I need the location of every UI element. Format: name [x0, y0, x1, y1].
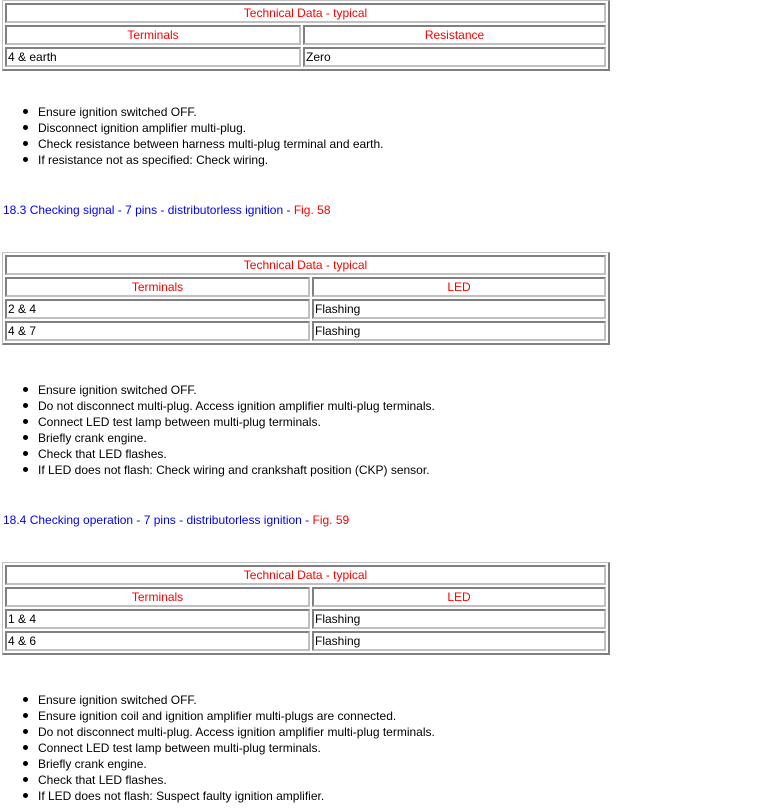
table-row — [5, 609, 606, 629]
bullet-icon — [23, 793, 28, 798]
cell-terminals: 2 & 4 — [5, 299, 310, 319]
list-item: Check that LED flashes. — [38, 772, 435, 788]
table-title: Technical Data - typical — [5, 255, 606, 275]
bullet-icon — [23, 467, 28, 472]
list-item: Ensure ignition switched OFF. — [38, 382, 435, 398]
procedure-steps-resistance — [0, 104, 384, 168]
cell-led: Flashing — [312, 609, 606, 629]
bullet-icon — [23, 403, 28, 408]
bullet-icon — [23, 125, 28, 130]
list-item: If LED does not flash: Check wiring and crankshaft position (CKP) sensor. — [38, 462, 435, 478]
table-row — [5, 631, 606, 651]
bullet-icon — [23, 141, 28, 146]
cell-terminals: 4 & 6 — [5, 631, 310, 651]
table-header-row — [5, 587, 606, 607]
list-item: If resistance not as specified: Check wiring. — [38, 152, 384, 168]
procedure-steps-signal — [0, 382, 435, 478]
list-item: Check resistance between harness multi-plug terminal and earth. — [38, 136, 384, 152]
cell-terminals: 4 & earth — [5, 47, 301, 67]
bullet-icon — [23, 451, 28, 456]
bullet-icon — [23, 761, 28, 766]
cell-led: Flashing — [312, 321, 606, 341]
list-item: Connect LED test lamp between multi-plug terminals. — [38, 740, 435, 756]
column-header-led: LED — [312, 587, 606, 607]
column-header-resistance: Resistance — [303, 25, 606, 45]
section-heading-18-4 — [3, 512, 349, 528]
column-header-led: LED — [312, 277, 606, 297]
cell-resistance: Zero — [303, 47, 606, 67]
figure-link[interactable]: Fig. 58 — [293, 203, 331, 217]
table-title: Technical Data - typical — [5, 565, 606, 585]
section-title: 18.3 Checking signal - 7 pins - distributorless ignition - — [3, 203, 294, 217]
list-item: Ensure ignition switched OFF. — [38, 692, 435, 708]
bullet-icon — [23, 387, 28, 392]
list-item: Ensure ignition switched OFF. — [38, 104, 384, 120]
list-item: Disconnect ignition amplifier multi-plug. — [38, 120, 384, 136]
table-header-row — [5, 277, 606, 297]
table-row — [5, 321, 606, 341]
table-title-row — [5, 565, 606, 585]
cell-terminals: 1 & 4 — [5, 609, 310, 629]
table-title-row — [5, 255, 606, 275]
column-header-terminals: Terminals — [5, 277, 310, 297]
list-item: Do not disconnect multi-plug. Access ignition amplifier multi-plug terminals. — [38, 398, 435, 414]
bullet-icon — [23, 729, 28, 734]
section-title: 18.4 Checking operation - 7 pins - distributorless ignition - — [3, 513, 313, 527]
table-row — [5, 47, 606, 67]
column-header-terminals: Terminals — [5, 25, 301, 45]
technical-data-table-operation — [2, 562, 610, 655]
bullet-icon — [23, 713, 28, 718]
table-title: Technical Data - typical — [5, 3, 606, 23]
technical-data-table-resistance — [2, 0, 610, 71]
procedure-steps-operation — [0, 692, 435, 804]
table-header-row — [5, 25, 606, 45]
bullet-icon — [23, 777, 28, 782]
list-item: Do not disconnect multi-plug. Access ignition amplifier multi-plug terminals. — [38, 724, 435, 740]
figure-link[interactable]: Fig. 59 — [312, 513, 350, 527]
technical-data-table-signal — [2, 252, 610, 345]
bullet-icon — [23, 109, 28, 114]
table-row — [5, 299, 606, 319]
list-item: Ensure ignition coil and ignition amplifier multi-plugs are connected. — [38, 708, 435, 724]
cell-led: Flashing — [312, 299, 606, 319]
column-header-terminals: Terminals — [5, 587, 310, 607]
list-item: If LED does not flash: Suspect faulty ignition amplifier. — [38, 788, 435, 804]
bullet-icon — [23, 697, 28, 702]
cell-led: Flashing — [312, 631, 606, 651]
list-item: Connect LED test lamp between multi-plug terminals. — [38, 414, 435, 430]
bullet-icon — [23, 419, 28, 424]
cell-terminals: 4 & 7 — [5, 321, 310, 341]
list-item: Check that LED flashes. — [38, 446, 435, 462]
bullet-icon — [23, 745, 28, 750]
section-heading-18-3 — [3, 202, 331, 218]
bullet-icon — [23, 435, 28, 440]
list-item: Briefly crank engine. — [38, 756, 435, 772]
bullet-icon — [23, 157, 28, 162]
table-title-row — [5, 3, 606, 23]
list-item: Briefly crank engine. — [38, 430, 435, 446]
